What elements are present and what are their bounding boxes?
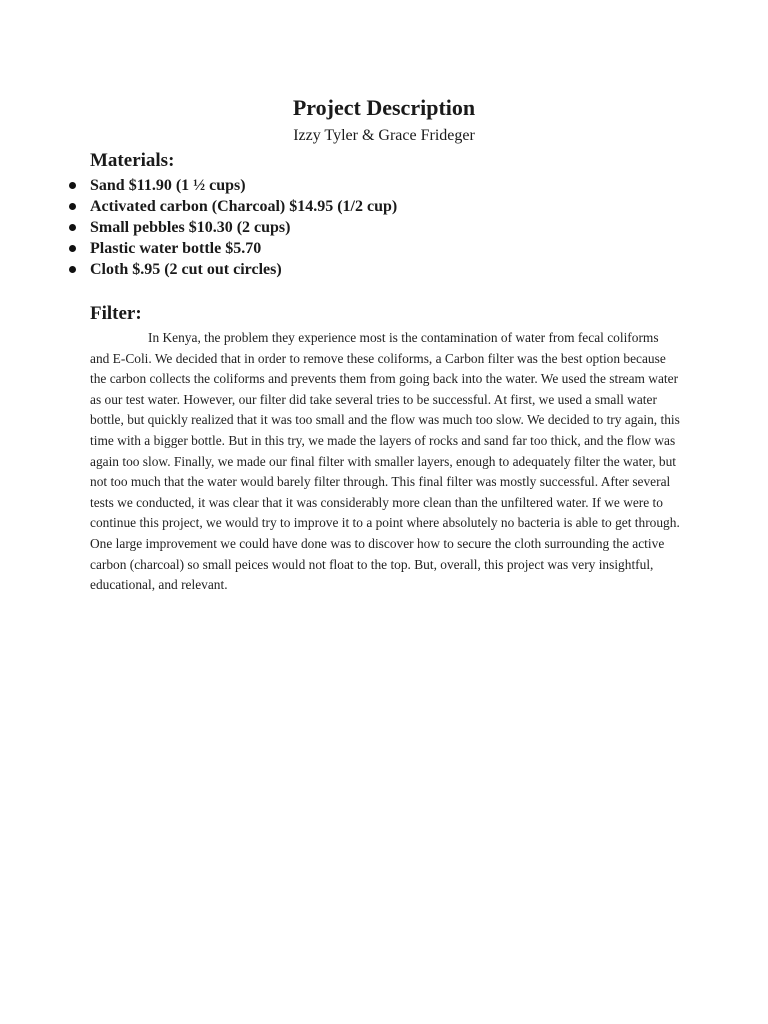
list-item-text: Sand $11.90 (1 ½ cups) [90, 177, 246, 194]
list-item-text: Cloth $.95 (2 cut out circles) [90, 261, 282, 278]
list-item [65, 238, 397, 259]
list-item [65, 217, 397, 238]
filter-heading: Filter: [90, 303, 142, 324]
bullet-icon [69, 203, 76, 210]
bullet-icon [69, 224, 76, 231]
page-title: Project Description [292, 95, 476, 120]
list-item [65, 259, 397, 280]
list-item-text: Plastic water bottle $5.70 [90, 240, 262, 257]
authors-line: Izzy Tyler & Grace Frideger [293, 127, 475, 144]
materials-list [65, 175, 397, 280]
materials-heading: Materials: [90, 150, 175, 171]
bullet-icon [69, 266, 76, 273]
list-item-text: Activated carbon (Charcoal) $14.95 (1/2 cup) [90, 198, 398, 215]
list-item [65, 175, 397, 196]
bullet-icon [69, 182, 76, 189]
filter-paragraph: In Kenya, the problem they experience most is the contamination of water from fecal coliforms and E-Coli. We decided that in order to remove these coliforms, a Carbon filter was the best option because the carbon collects the coliforms and prevents them from going back into the water. We used the stream water as our test water. However, our filter did take several tries to be successful. At first, we used a small water bottle, but quickly realized that it was too small and the flow was much too slow. We decided to try again, this time with a bigger bottle. But in this try, we made the layers of rocks and sand far too thick, and the flow was again too slow. Finally, we made our final filter with smaller layers, enough to adequately filter the water, but not too much that the water would barely filter through. This final filter was mostly successful. After several tests we conducted, it was clear that it was considerably more clean than the unfiltered water. If we were to continue this project, we would try to improve it to a point where absolutely no bacteria is able to get through. One large improvement we could have done was to discover how to secure the cloth surrounding the active carbon (charcoal) so small peices would not float to the top. But, overall, this project was very insightful, educational, and relevant. [90, 330, 680, 593]
list-item [65, 196, 397, 217]
list-item-text: Small pebbles $10.30 (2 cups) [90, 219, 291, 236]
bullet-icon [69, 245, 76, 252]
